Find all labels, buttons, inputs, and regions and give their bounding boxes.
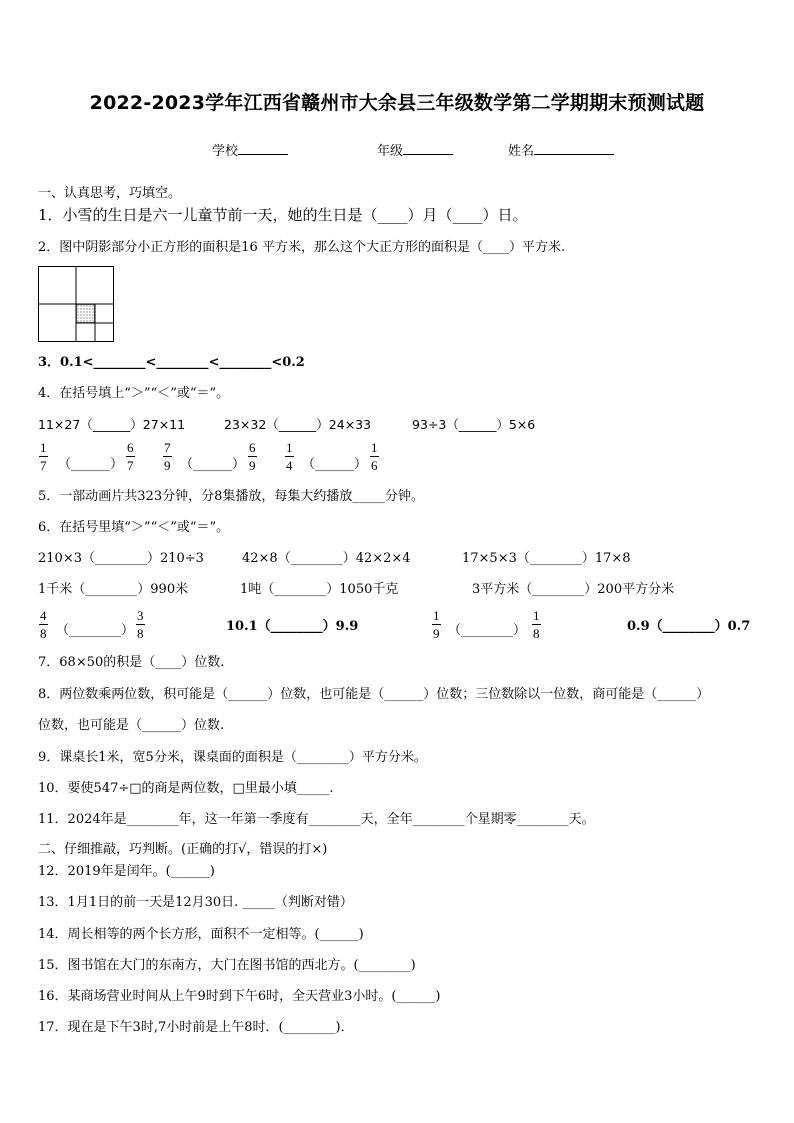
q6-item-4: 1千米（________）990米 bbox=[38, 582, 189, 597]
answer-blank: （________） bbox=[448, 623, 527, 638]
section-1-heading: 一、认真思考，巧填空。 bbox=[38, 186, 182, 201]
question-12: 12．2019年是闰年。(______) bbox=[38, 864, 215, 879]
question-3: 3．0.1<________<________<________<0.2 bbox=[38, 355, 305, 370]
question-14: 14．周长相等的两个长方形，面积不一定相等。(______) bbox=[38, 927, 364, 942]
question-8-line-2: 位数，也可能是（______）位数. bbox=[38, 718, 225, 733]
answer-blank: （______） bbox=[58, 457, 124, 472]
question-2: 2．图中阴影部分小正方形的面积是16 平方米，那么这个大正方形的面积是（____）平方米. bbox=[38, 240, 566, 255]
school-field: 学校 bbox=[212, 140, 288, 159]
answer-blank: （________） bbox=[56, 623, 135, 638]
question-9: 9．课桌长1米，宽5分米，课桌面的面积是（________）平方分米。 bbox=[38, 750, 427, 765]
answer-blank: （______） bbox=[302, 457, 368, 472]
fraction: 6 9 bbox=[249, 440, 256, 473]
question-5: 5．一部动画片共323分钟，分8集播放，每集大约播放_____分钟。 bbox=[38, 489, 424, 504]
fraction: 1 4 bbox=[286, 440, 293, 473]
question-1: 1．小雪的生日是六一儿童节前一天，她的生日是（____）月（____）日。 bbox=[38, 206, 528, 224]
question-4: 4．在括号填上“＞”“＜”或“＝”。 bbox=[38, 386, 230, 401]
page-title: 2022-2023学年江西省赣州市大余县三年级数学第二学期期末预测试题 bbox=[89, 92, 705, 114]
fraction: 1 9 bbox=[433, 608, 440, 641]
q4-item-1: 11×27（______）27×11 bbox=[38, 417, 186, 432]
question-6: 6．在括号里填“＞”“＜”或“＝”。 bbox=[38, 520, 230, 535]
fraction: 4 8 bbox=[40, 608, 47, 641]
q4-item-2: 23×32（______）24×33 bbox=[224, 417, 372, 432]
q6-item-10: 0.9（________）0.7 bbox=[627, 619, 751, 634]
fraction: 1 8 bbox=[533, 608, 540, 641]
q4-item-3: 93÷3（______）5×6 bbox=[412, 417, 536, 432]
section-2-heading: 二、仔细推敲，巧判断。(正确的打√，错误的打×) bbox=[38, 842, 328, 857]
q6-item-5: 1吨（________）1050千克 bbox=[240, 582, 399, 597]
square-grid-figure bbox=[38, 266, 114, 342]
question-10: 10．要使547÷□的商是两位数，□里最小填_____. bbox=[38, 781, 334, 796]
question-15: 15．图书馆在大门的东南方，大门在图书馆的西北方。(________) bbox=[38, 958, 416, 973]
q6-item-2: 42×8（________）42×2×4 bbox=[242, 551, 411, 566]
question-16: 16．某商场营业时间从上午9时到下午6时，全天营业3小时。(______) bbox=[38, 989, 441, 1004]
q6-item-1: 210×3（________）210÷3 bbox=[38, 551, 204, 566]
fraction: 6 7 bbox=[127, 440, 134, 473]
q6-item-8: 10.1（________）9.9 bbox=[226, 619, 359, 634]
grade-field: 年级 bbox=[377, 140, 453, 159]
question-8-line-1: 8．两位数乘两位数，积可能是（______）位数，也可能是（______）位数；三位数除以一位数，商可能是（______） bbox=[38, 687, 710, 702]
q6-item-6: 3平方米（________）200平方分米 bbox=[472, 582, 675, 597]
question-7: 7．68×50的积是（____）位数. bbox=[38, 655, 225, 670]
answer-blank: （______） bbox=[180, 457, 246, 472]
question-13: 13．1月1日的前一天是12月30日. _____（判断对错） bbox=[38, 895, 353, 910]
fraction: 1 7 bbox=[40, 440, 47, 473]
fraction: 3 8 bbox=[137, 608, 144, 641]
fraction: 7 9 bbox=[164, 440, 171, 473]
q6-item-3: 17×5×3（________）17×8 bbox=[462, 551, 631, 566]
name-field: 姓名 bbox=[508, 140, 614, 159]
question-17: 17．现在是下午3时,7小时前是上午8时．(________)． bbox=[38, 1020, 354, 1035]
question-11: 11．2024年是________年，这一年第一季度有________天，全年________个星期零________天。 bbox=[38, 812, 595, 827]
fraction: 1 6 bbox=[371, 440, 378, 473]
